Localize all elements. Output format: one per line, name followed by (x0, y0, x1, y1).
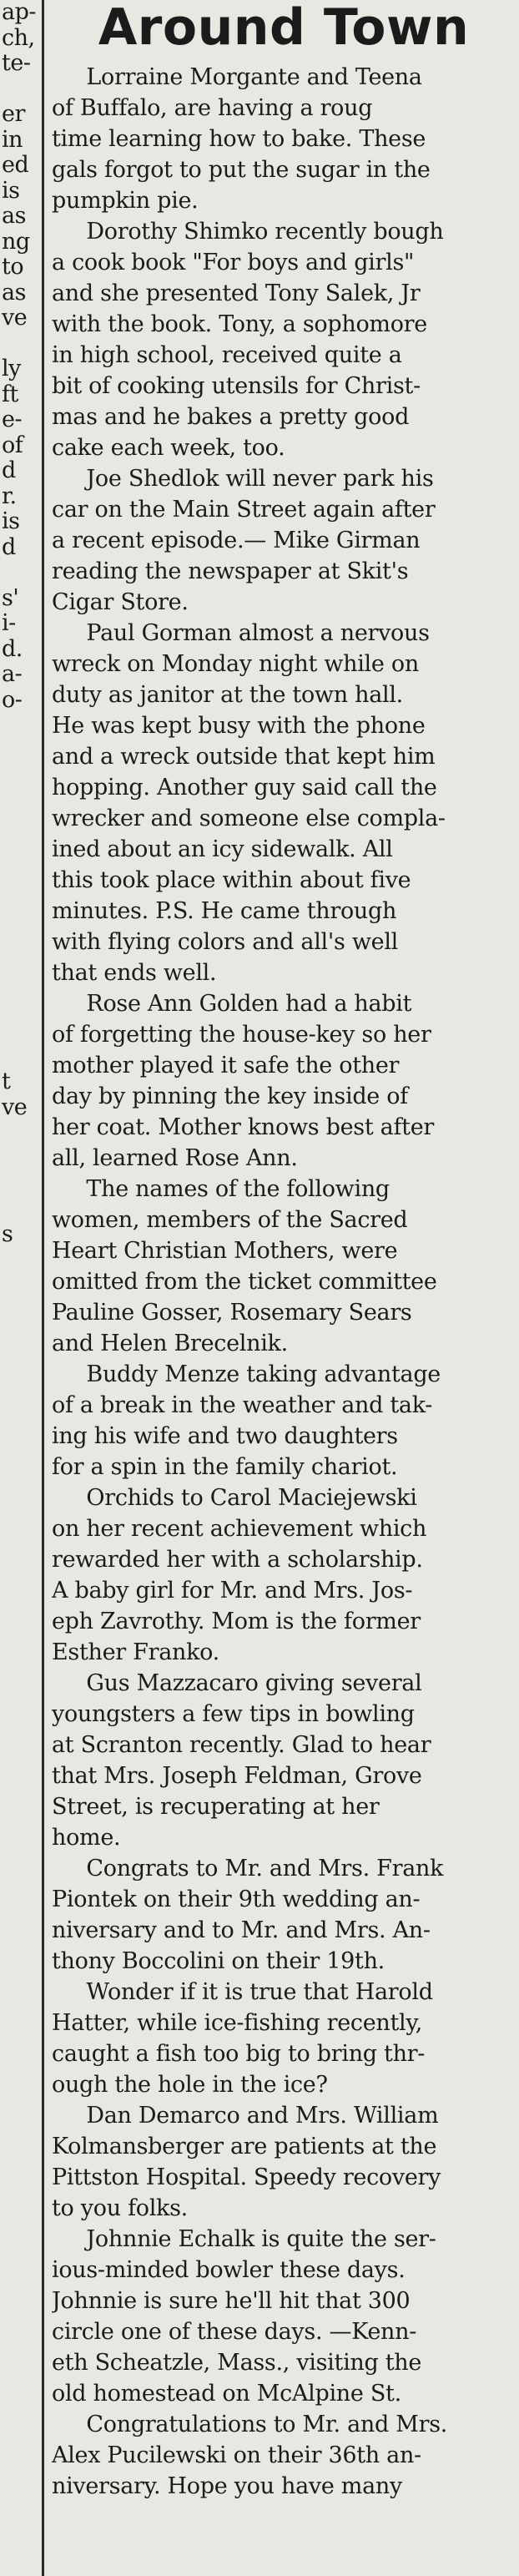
left-fragment (0, 866, 38, 891)
left-fragment: t (2, 1068, 11, 1094)
left-fragment (0, 1197, 38, 1223)
left-fragment: r. (2, 482, 17, 509)
text-line: all, learned Rose Ann. (52, 1145, 298, 1171)
text-line: wreck on Monday night while on (52, 651, 419, 677)
text-line: ough the hole in the ice? (52, 2072, 328, 2098)
left-fragment (0, 1120, 38, 1146)
text-line: Dorothy Shimko recently bough (52, 219, 444, 245)
left-fragment: in (2, 126, 23, 153)
text-line: old homestead on McAlpine St. (52, 2381, 401, 2407)
text-line: circle one of these days. —Kenn- (52, 2319, 417, 2345)
text-line: He was kept busy with the phone (52, 713, 426, 739)
left-fragment: a- (2, 661, 23, 687)
text-line: A baby girl for Mr. and Mrs. Jos- (52, 1578, 413, 1604)
left-fragment: ft (2, 381, 18, 407)
left-fragment (0, 560, 38, 586)
text-line: gals forgot to put the sugar in the (52, 157, 431, 183)
text-line: Dan Demarco and Mrs. William (52, 2103, 439, 2129)
text-line: hopping. Another guy said call the (52, 775, 437, 801)
text-line: her coat. Mother knows best after (52, 1114, 434, 1140)
text-line: women, members of the Sacred (52, 1207, 408, 1233)
text-line: with flying colors and all's well (52, 929, 398, 955)
text-line: ious-minded bowler these days. (52, 2257, 406, 2283)
left-fragment (0, 1503, 38, 1528)
left-fragment: ly (2, 356, 21, 381)
left-fragment: ap- (2, 0, 37, 25)
left-fragment: te- (2, 50, 31, 76)
text-line: of a break in the weather and tak- (52, 1392, 433, 1418)
left-fragment (0, 993, 38, 1019)
text-line: to you folks. (52, 2195, 188, 2221)
text-line: mas and he bakes a pretty good (52, 404, 410, 430)
text-line: Joe Shedlok will never park his (52, 466, 434, 492)
text-line: Congratulations to Mr. and Mrs. (52, 2412, 448, 2437)
column-headline: Around Town (98, 0, 470, 57)
text-line: Congrats to Mr. and Mrs. Frank (52, 1856, 444, 1881)
left-fragment: s' (2, 584, 19, 611)
left-fragment (0, 1350, 38, 1376)
text-line: a recent episode.— Mike Girman (52, 528, 421, 553)
text-line: niversary. Hope you have many (52, 2473, 402, 2499)
left-fragment: e- (2, 407, 23, 432)
text-line: of Buffalo, are having a roug (52, 95, 373, 121)
text-line: day by pinning the key inside of (52, 1083, 408, 1109)
left-fragment (0, 739, 38, 765)
left-fragment (0, 1146, 38, 1172)
text-line: Street, is recuperating at her (52, 1794, 380, 1820)
left-fragment (0, 790, 38, 816)
text-line: mother played it safe the other (52, 1053, 400, 1078)
left-fragment: i- (2, 610, 16, 636)
left-fragment: as (2, 203, 26, 229)
left-fragment: d (2, 533, 16, 560)
text-line: Johnnie is sure he'll hit that 300 (52, 2288, 411, 2314)
news-item (52, 1669, 516, 1851)
adjacent-column-fragments (0, 0, 38, 2576)
text-line: duty as janitor at the town hall. (52, 682, 403, 708)
left-fragment (0, 1171, 38, 1197)
left-fragment (0, 1299, 38, 1325)
news-item (52, 1361, 516, 1481)
text-line: minutes. P.S. He came through (52, 898, 397, 924)
left-fragment (0, 764, 38, 790)
left-fragment (0, 891, 38, 917)
text-line: time learning how to bake. These (52, 126, 426, 152)
news-item (52, 2225, 516, 2407)
left-fragment (0, 1452, 38, 1477)
news-item (52, 2102, 516, 2222)
text-line: The names of the following (52, 1176, 390, 1202)
left-fragment: ed (2, 152, 29, 178)
left-fragment: d. (2, 635, 23, 662)
news-item (52, 1978, 516, 2099)
text-line: Kolmansberger are patients at the (52, 2134, 437, 2159)
column-body (52, 63, 516, 2500)
text-line: on her recent achievement which (52, 1516, 427, 1542)
left-fragment: o- (2, 686, 23, 713)
left-fragment (0, 1401, 38, 1427)
left-fragment: of (2, 432, 23, 458)
left-fragment: s (2, 1221, 13, 1247)
text-line: Cigar Store. (52, 589, 189, 615)
text-line: pumpkin pie. (52, 188, 199, 214)
text-line: Gus Mazzacaro giving several (52, 1670, 422, 1696)
text-line: of forgetting the house-key so her (52, 1022, 431, 1048)
left-fragment (0, 1273, 38, 1299)
left-fragment: ng (2, 228, 30, 255)
text-line: a cook book "For boys and girls" (52, 250, 415, 275)
column-divider (42, 0, 44, 2576)
left-fragment (0, 1018, 38, 1044)
text-line: ing his wife and two daughters (52, 1423, 398, 1449)
text-line: Johnnie Echalk is quite the ser- (52, 2226, 436, 2252)
left-fragment: ve (2, 305, 28, 331)
left-fragment (0, 331, 38, 357)
text-line: thony Boccolini on their 19th. (52, 1948, 385, 1974)
text-line: wrecker and someone else compla- (52, 806, 446, 831)
left-fragment: to (2, 254, 24, 280)
text-line: reading the newspaper at Skit's (52, 558, 409, 584)
text-line: Esther Franko. (52, 1639, 219, 1665)
around-town-column (52, 0, 516, 2576)
text-line: for a spin in the family chariot. (52, 1454, 398, 1480)
text-line: this took place within about five (52, 867, 411, 893)
text-line: eph Zavrothy. Mom is the former (52, 1609, 421, 1634)
text-line: with the book. Tony, a sophomore (52, 311, 427, 337)
left-fragment (0, 942, 38, 968)
news-item (52, 465, 516, 616)
text-line: Alex Pucilewski on their 36th an- (52, 2442, 421, 2468)
text-line: Rose Ann Golden had a habit (52, 991, 412, 1017)
left-fragment: is (2, 508, 20, 534)
text-line: caught a fish too big to bring thr- (52, 2041, 426, 2067)
text-line: Heart Christian Mothers, were (52, 1238, 398, 1264)
text-line: car on the Main Street again after (52, 497, 436, 523)
text-line: Pauline Gosser, Rosemary Sears (52, 1300, 412, 1326)
left-fragment: d (2, 457, 16, 483)
text-line: youngsters a few tips in bowling (52, 1701, 415, 1727)
left-fragment (0, 1324, 38, 1350)
left-fragment: ch, (2, 24, 35, 51)
text-line: eth Scheatzle, Mass., visiting the (52, 2350, 422, 2376)
news-item (52, 218, 516, 462)
news-item (52, 2411, 516, 2500)
text-line: that ends well. (52, 960, 217, 986)
left-fragment (0, 841, 38, 866)
left-fragment (0, 713, 38, 739)
text-line: home. (52, 1825, 121, 1851)
left-fragment (0, 917, 38, 942)
text-line: at Scranton recently. Glad to hear (52, 1732, 431, 1758)
left-fragment (0, 77, 38, 103)
text-line: niversary and to Mr. and Mrs. An- (52, 1917, 431, 1943)
news-item (52, 63, 516, 215)
text-line: and Helen Brecelnik. (52, 1331, 288, 1356)
text-line: in high school, received quite a (52, 342, 402, 368)
text-line: Wonder if it is true that Harold (52, 1979, 433, 2005)
text-line: and she presented Tony Salek, Jr (52, 280, 421, 306)
text-line: Hatter, while ice-fishing recently, (52, 2010, 422, 2036)
text-line: omitted from the ticket committee (52, 1269, 437, 1295)
left-fragment (0, 1375, 38, 1401)
text-line: Pittston Hospital. Speedy recovery (52, 2164, 441, 2190)
text-line: Buddy Menze taking advantage (52, 1361, 441, 1387)
left-fragment (0, 1044, 38, 1070)
news-item (52, 990, 516, 1172)
text-line: bit of cooking utensils for Christ- (52, 373, 421, 399)
text-line: that Mrs. Joseph Feldman, Grove (52, 1763, 422, 1789)
text-line: Piontek on their 9th wedding an- (52, 1887, 421, 1912)
news-item (52, 619, 516, 987)
text-line: and a wreck outside that kept him (52, 744, 436, 770)
text-line: Paul Gorman almost a nervous (52, 620, 430, 646)
left-fragment (0, 967, 38, 993)
news-item (52, 1855, 516, 1975)
text-line: cake each week, too. (52, 435, 285, 461)
text-line: rewarded her with a scholarship. (52, 1547, 423, 1573)
left-fragment (0, 815, 38, 841)
left-fragment (0, 1477, 38, 1503)
news-item (52, 1484, 516, 1666)
left-fragment (0, 1426, 38, 1452)
left-fragment (0, 1248, 38, 1274)
text-line: Lorraine Morgante and Teena (52, 64, 422, 90)
text-line: ined about an icy sidewalk. All (52, 836, 393, 862)
news-item (52, 1175, 516, 1357)
left-fragment: is (2, 177, 20, 204)
text-line: Orchids to Carol Maciejewski (52, 1485, 417, 1511)
left-fragment: as (2, 279, 26, 306)
left-fragment: ve (2, 1094, 28, 1120)
left-fragment: er (2, 101, 25, 127)
